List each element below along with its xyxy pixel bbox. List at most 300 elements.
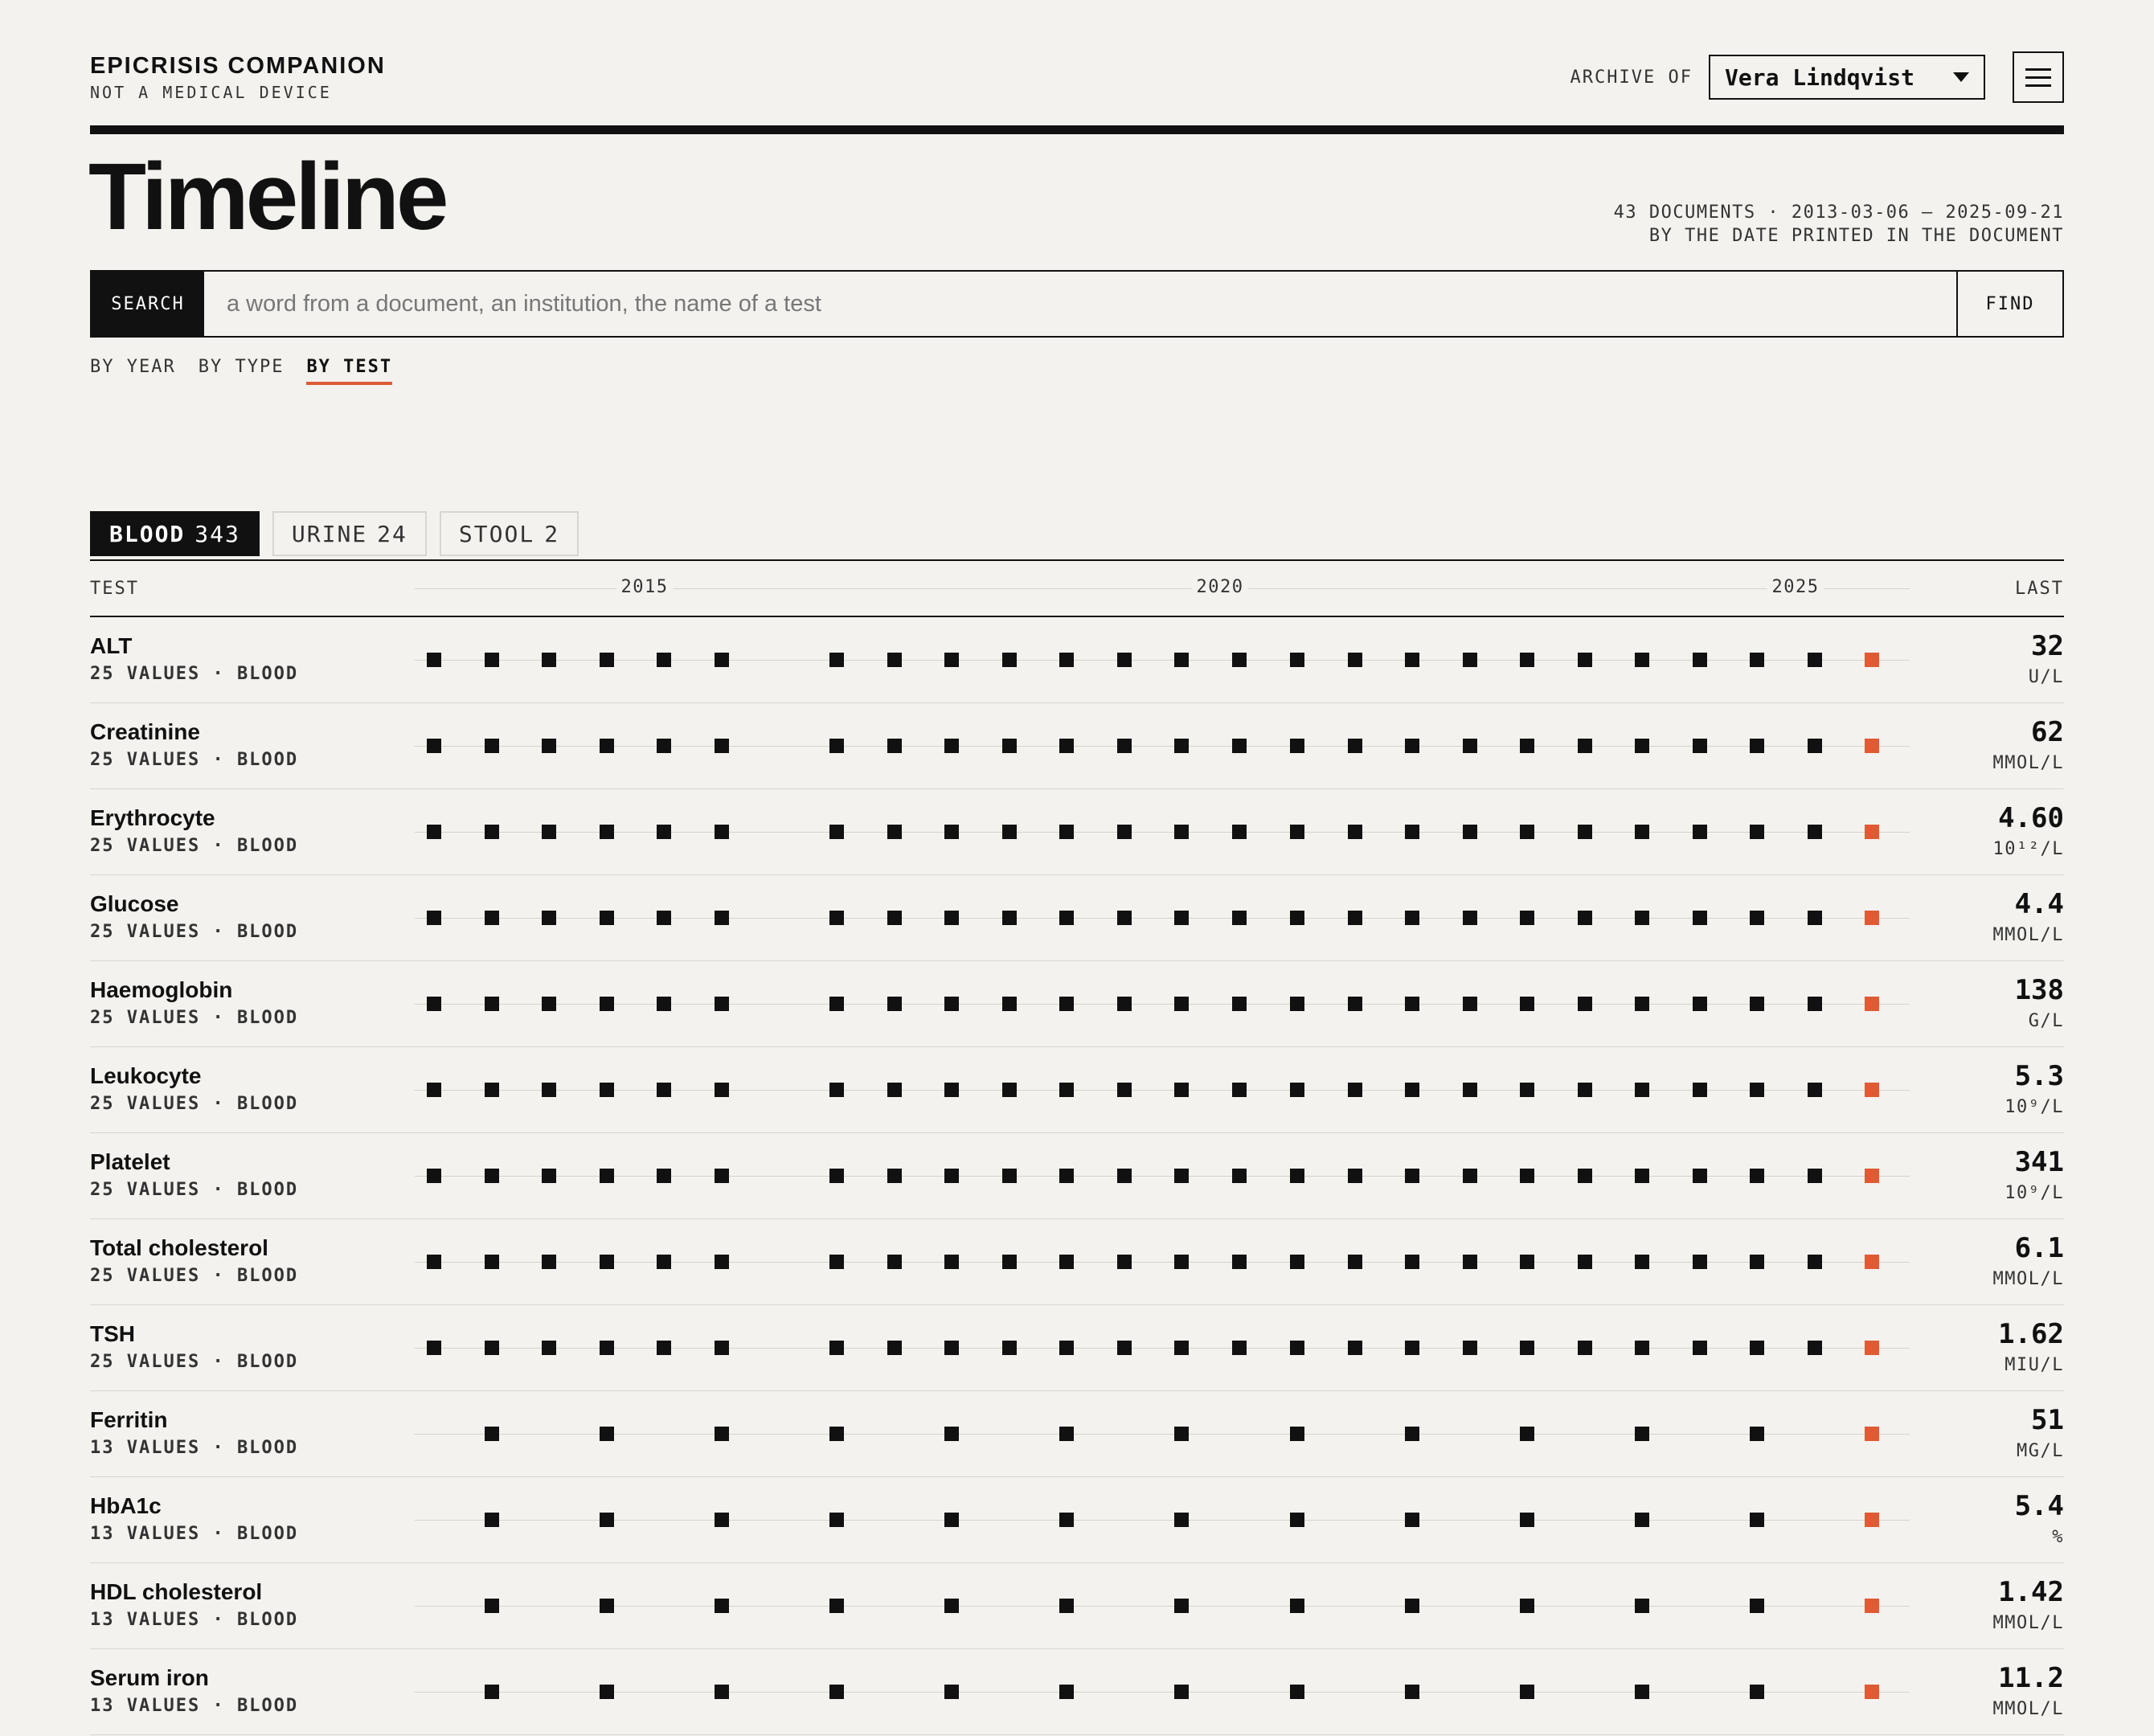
value-marker[interactable] [427,911,441,925]
value-marker[interactable] [542,1341,556,1355]
tab-urine[interactable] [272,511,427,556]
value-marker[interactable] [542,1169,556,1183]
value-marker[interactable] [485,1513,499,1527]
value-marker[interactable] [1808,1341,1822,1355]
value-marker[interactable] [829,911,844,925]
value-marker[interactable] [829,825,844,839]
value-marker[interactable] [542,1255,556,1269]
value-marker[interactable] [1059,1427,1074,1441]
value-marker[interactable] [600,653,614,667]
value-marker[interactable] [427,1341,441,1355]
value-marker[interactable] [1750,1599,1764,1613]
value-marker[interactable] [715,997,729,1011]
value-marker[interactable] [427,997,441,1011]
value-marker[interactable] [715,1169,729,1183]
latest-value-marker[interactable] [1865,1427,1879,1441]
latest-value-marker[interactable] [1865,739,1879,753]
value-marker[interactable] [1693,1083,1707,1097]
value-marker[interactable] [1348,825,1362,839]
value-marker[interactable] [887,653,902,667]
value-marker[interactable] [715,1341,729,1355]
value-marker[interactable] [715,1513,729,1527]
value-marker[interactable] [1290,1685,1304,1699]
view-tab-by-year[interactable]: BY YEAR [90,357,176,377]
value-marker[interactable] [1290,1255,1304,1269]
value-marker[interactable] [1635,1255,1649,1269]
table-row[interactable] [90,1047,2064,1133]
value-marker[interactable] [829,739,844,753]
value-marker[interactable] [1174,1341,1189,1355]
value-marker[interactable] [600,1427,614,1441]
value-marker[interactable] [1405,1255,1419,1269]
value-marker[interactable] [1348,1255,1362,1269]
value-marker[interactable] [1002,1169,1017,1183]
latest-value-marker[interactable] [1865,825,1879,839]
value-marker[interactable] [1750,997,1764,1011]
value-marker[interactable] [1232,1255,1247,1269]
value-marker[interactable] [1808,825,1822,839]
value-marker[interactable] [485,997,499,1011]
value-marker[interactable] [1174,653,1189,667]
value-marker[interactable] [1002,997,1017,1011]
value-marker[interactable] [542,997,556,1011]
value-marker[interactable] [1750,1427,1764,1441]
value-marker[interactable] [1520,825,1534,839]
view-tab-by-test[interactable]: BY TEST [306,357,392,385]
table-row[interactable] [90,1477,2064,1563]
value-marker[interactable] [715,825,729,839]
value-marker[interactable] [1348,1083,1362,1097]
hamburger-menu-icon[interactable] [2013,51,2064,103]
value-marker[interactable] [1693,1255,1707,1269]
value-marker[interactable] [542,653,556,667]
value-marker[interactable] [1348,1169,1362,1183]
value-marker[interactable] [944,1083,959,1097]
value-marker[interactable] [1059,1083,1074,1097]
table-row[interactable] [90,961,2064,1047]
value-marker[interactable] [1232,739,1247,753]
value-marker[interactable] [1174,739,1189,753]
value-marker[interactable] [1002,1341,1017,1355]
value-marker[interactable] [1520,911,1534,925]
value-marker[interactable] [1174,1255,1189,1269]
value-marker[interactable] [944,1513,959,1527]
value-marker[interactable] [1117,1083,1132,1097]
value-marker[interactable] [715,1083,729,1097]
value-marker[interactable] [1578,653,1592,667]
value-marker[interactable] [1405,1599,1419,1613]
value-marker[interactable] [1808,1169,1822,1183]
value-marker[interactable] [715,1599,729,1613]
table-row[interactable] [90,1563,2064,1649]
value-marker[interactable] [1174,1599,1189,1613]
value-marker[interactable] [829,1513,844,1527]
latest-value-marker[interactable] [1865,1599,1879,1613]
value-marker[interactable] [715,739,729,753]
table-row[interactable] [90,1133,2064,1219]
value-marker[interactable] [944,1255,959,1269]
value-marker[interactable] [1348,1341,1362,1355]
value-marker[interactable] [1405,1427,1419,1441]
value-marker[interactable] [1463,1169,1477,1183]
value-marker[interactable] [1405,997,1419,1011]
value-marker[interactable] [1693,739,1707,753]
value-marker[interactable] [1635,1513,1649,1527]
value-marker[interactable] [600,1685,614,1699]
value-marker[interactable] [1405,1341,1419,1355]
value-marker[interactable] [887,997,902,1011]
latest-value-marker[interactable] [1865,1255,1879,1269]
latest-value-marker[interactable] [1865,911,1879,925]
value-marker[interactable] [944,1685,959,1699]
value-marker[interactable] [887,1255,902,1269]
value-marker[interactable] [1290,1513,1304,1527]
value-marker[interactable] [829,1685,844,1699]
value-marker[interactable] [1520,1083,1534,1097]
value-marker[interactable] [600,1513,614,1527]
value-marker[interactable] [1520,1599,1534,1613]
value-marker[interactable] [1117,1169,1132,1183]
value-marker[interactable] [944,911,959,925]
value-marker[interactable] [1808,1255,1822,1269]
value-marker[interactable] [1463,653,1477,667]
value-marker[interactable] [1520,1255,1534,1269]
value-marker[interactable] [1117,911,1132,925]
value-marker[interactable] [1059,1169,1074,1183]
value-marker[interactable] [1117,739,1132,753]
value-marker[interactable] [887,1169,902,1183]
value-marker[interactable] [1059,1513,1074,1527]
value-marker[interactable] [1405,1685,1419,1699]
value-marker[interactable] [1059,1341,1074,1355]
table-row[interactable] [90,1391,2064,1477]
value-marker[interactable] [657,1083,671,1097]
value-marker[interactable] [427,739,441,753]
latest-value-marker[interactable] [1865,1169,1879,1183]
value-marker[interactable] [944,825,959,839]
value-marker[interactable] [1635,1599,1649,1613]
value-marker[interactable] [1578,1169,1592,1183]
value-marker[interactable] [1635,653,1649,667]
value-marker[interactable] [485,1599,499,1613]
value-marker[interactable] [1520,1427,1534,1441]
value-marker[interactable] [1348,739,1362,753]
value-marker[interactable] [715,1685,729,1699]
value-marker[interactable] [1578,739,1592,753]
value-marker[interactable] [887,911,902,925]
value-marker[interactable] [1232,1169,1247,1183]
latest-value-marker[interactable] [1865,1083,1879,1097]
value-marker[interactable] [944,1341,959,1355]
value-marker[interactable] [1290,997,1304,1011]
value-marker[interactable] [1750,653,1764,667]
table-row[interactable] [90,875,2064,961]
value-marker[interactable] [657,825,671,839]
value-marker[interactable] [887,1083,902,1097]
value-marker[interactable] [1290,1341,1304,1355]
value-marker[interactable] [1174,1513,1189,1527]
value-marker[interactable] [1578,911,1592,925]
value-marker[interactable] [1578,997,1592,1011]
value-marker[interactable] [1290,653,1304,667]
value-marker[interactable] [1405,825,1419,839]
value-marker[interactable] [1290,1599,1304,1613]
value-marker[interactable] [427,1255,441,1269]
value-marker[interactable] [542,1083,556,1097]
latest-value-marker[interactable] [1865,1341,1879,1355]
value-marker[interactable] [427,1083,441,1097]
value-marker[interactable] [1750,1169,1764,1183]
value-marker[interactable] [1174,1427,1189,1441]
value-marker[interactable] [542,911,556,925]
value-marker[interactable] [1693,825,1707,839]
value-marker[interactable] [1232,653,1247,667]
value-marker[interactable] [829,1427,844,1441]
value-marker[interactable] [657,1341,671,1355]
value-marker[interactable] [1002,1083,1017,1097]
value-marker[interactable] [427,653,441,667]
value-marker[interactable] [1463,1341,1477,1355]
value-marker[interactable] [1635,1427,1649,1441]
value-marker[interactable] [1002,825,1017,839]
value-marker[interactable] [1059,911,1074,925]
table-row[interactable] [90,703,2064,789]
value-marker[interactable] [715,911,729,925]
value-marker[interactable] [1002,1255,1017,1269]
value-marker[interactable] [1117,825,1132,839]
value-marker[interactable] [829,1599,844,1613]
value-marker[interactable] [1174,1685,1189,1699]
value-marker[interactable] [1808,1083,1822,1097]
value-marker[interactable] [485,1083,499,1097]
value-marker[interactable] [1348,997,1362,1011]
value-marker[interactable] [1635,825,1649,839]
value-marker[interactable] [485,1341,499,1355]
find-button[interactable]: FIND [1956,272,2062,336]
value-marker[interactable] [829,1169,844,1183]
value-marker[interactable] [542,825,556,839]
value-marker[interactable] [542,739,556,753]
value-marker[interactable] [485,1685,499,1699]
value-marker[interactable] [1693,997,1707,1011]
value-marker[interactable] [1693,1169,1707,1183]
value-marker[interactable] [715,653,729,667]
value-marker[interactable] [1750,1685,1764,1699]
value-marker[interactable] [944,653,959,667]
value-marker[interactable] [485,1255,499,1269]
value-marker[interactable] [1693,1341,1707,1355]
value-marker[interactable] [1174,825,1189,839]
value-marker[interactable] [1693,653,1707,667]
value-marker[interactable] [1174,997,1189,1011]
value-marker[interactable] [1635,911,1649,925]
table-row[interactable] [90,789,2064,875]
value-marker[interactable] [1290,911,1304,925]
value-marker[interactable] [600,911,614,925]
value-marker[interactable] [485,1427,499,1441]
value-marker[interactable] [1290,739,1304,753]
value-marker[interactable] [829,653,844,667]
value-marker[interactable] [1059,1599,1074,1613]
value-marker[interactable] [1463,1083,1477,1097]
latest-value-marker[interactable] [1865,653,1879,667]
value-marker[interactable] [1578,1255,1592,1269]
value-marker[interactable] [715,1427,729,1441]
value-marker[interactable] [1290,1427,1304,1441]
value-marker[interactable] [657,911,671,925]
value-marker[interactable] [1232,825,1247,839]
value-marker[interactable] [600,1599,614,1613]
value-marker[interactable] [1808,653,1822,667]
value-marker[interactable] [1290,1169,1304,1183]
value-marker[interactable] [1693,911,1707,925]
value-marker[interactable] [600,1083,614,1097]
value-marker[interactable] [485,825,499,839]
value-marker[interactable] [1290,825,1304,839]
table-row[interactable] [90,1219,2064,1305]
value-marker[interactable] [1174,1169,1189,1183]
value-marker[interactable] [657,997,671,1011]
value-marker[interactable] [1059,997,1074,1011]
value-marker[interactable] [1290,1083,1304,1097]
value-marker[interactable] [1520,653,1534,667]
value-marker[interactable] [829,1255,844,1269]
value-marker[interactable] [600,739,614,753]
value-marker[interactable] [657,739,671,753]
table-row[interactable] [90,1649,2064,1735]
value-marker[interactable] [1059,653,1074,667]
value-marker[interactable] [1750,825,1764,839]
value-marker[interactable] [1002,653,1017,667]
value-marker[interactable] [600,1169,614,1183]
value-marker[interactable] [829,997,844,1011]
value-marker[interactable] [1578,1341,1592,1355]
patient-select[interactable] [1709,55,1985,100]
value-marker[interactable] [657,1255,671,1269]
value-marker[interactable] [1405,1513,1419,1527]
view-tab-by-type[interactable]: BY TYPE [198,357,285,377]
value-marker[interactable] [1750,739,1764,753]
value-marker[interactable] [1232,911,1247,925]
value-marker[interactable] [1635,997,1649,1011]
value-marker[interactable] [657,1169,671,1183]
value-marker[interactable] [1463,997,1477,1011]
value-marker[interactable] [1463,739,1477,753]
value-marker[interactable] [887,825,902,839]
value-marker[interactable] [1232,1083,1247,1097]
value-marker[interactable] [829,1341,844,1355]
value-marker[interactable] [1635,1083,1649,1097]
value-marker[interactable] [944,997,959,1011]
value-marker[interactable] [657,653,671,667]
value-marker[interactable] [944,1169,959,1183]
value-marker[interactable] [1750,1255,1764,1269]
value-marker[interactable] [600,1341,614,1355]
value-marker[interactable] [600,825,614,839]
value-marker[interactable] [1635,1341,1649,1355]
value-marker[interactable] [1520,1169,1534,1183]
value-marker[interactable] [1117,653,1132,667]
value-marker[interactable] [944,739,959,753]
value-marker[interactable] [485,1169,499,1183]
value-marker[interactable] [1405,739,1419,753]
value-marker[interactable] [1463,825,1477,839]
value-marker[interactable] [1405,653,1419,667]
value-marker[interactable] [1405,1083,1419,1097]
value-marker[interactable] [1463,1255,1477,1269]
value-marker[interactable] [1808,997,1822,1011]
value-marker[interactable] [1750,1513,1764,1527]
value-marker[interactable] [1174,1083,1189,1097]
value-marker[interactable] [1578,825,1592,839]
table-row[interactable] [90,1305,2064,1391]
value-marker[interactable] [1520,1685,1534,1699]
value-marker[interactable] [1808,739,1822,753]
value-marker[interactable] [1405,911,1419,925]
value-marker[interactable] [485,911,499,925]
value-marker[interactable] [887,1341,902,1355]
value-marker[interactable] [1635,739,1649,753]
value-marker[interactable] [600,1255,614,1269]
value-marker[interactable] [1520,739,1534,753]
value-marker[interactable] [427,1169,441,1183]
value-marker[interactable] [829,1083,844,1097]
value-marker[interactable] [1002,739,1017,753]
value-marker[interactable] [600,997,614,1011]
value-marker[interactable] [1520,997,1534,1011]
value-marker[interactable] [1635,1169,1649,1183]
value-marker[interactable] [1520,1513,1534,1527]
value-marker[interactable] [1348,911,1362,925]
tab-stool[interactable] [440,511,579,556]
value-marker[interactable] [427,825,441,839]
latest-value-marker[interactable] [1865,1513,1879,1527]
search-input[interactable] [204,272,1956,336]
value-marker[interactable] [1117,1255,1132,1269]
value-marker[interactable] [1059,825,1074,839]
value-marker[interactable] [715,1255,729,1269]
value-marker[interactable] [1635,1685,1649,1699]
value-marker[interactable] [1808,911,1822,925]
value-marker[interactable] [1578,1083,1592,1097]
latest-value-marker[interactable] [1865,1685,1879,1699]
value-marker[interactable] [1117,1341,1132,1355]
value-marker[interactable] [1405,1169,1419,1183]
value-marker[interactable] [1750,1083,1764,1097]
value-marker[interactable] [1463,911,1477,925]
value-marker[interactable] [944,1427,959,1441]
tab-blood[interactable] [90,511,260,556]
table-row[interactable] [90,617,2064,703]
value-marker[interactable] [1750,1341,1764,1355]
value-marker[interactable] [1059,739,1074,753]
value-marker[interactable] [1174,911,1189,925]
value-marker[interactable] [1059,1685,1074,1699]
value-marker[interactable] [1002,911,1017,925]
value-marker[interactable] [485,653,499,667]
value-marker[interactable] [1232,997,1247,1011]
latest-value-marker[interactable] [1865,997,1879,1011]
value-marker[interactable] [1059,1255,1074,1269]
value-marker[interactable] [485,739,499,753]
value-marker[interactable] [887,739,902,753]
value-marker[interactable] [1520,1341,1534,1355]
value-marker[interactable] [1348,653,1362,667]
value-marker[interactable] [944,1599,959,1613]
value-marker[interactable] [1232,1341,1247,1355]
value-marker[interactable] [1750,911,1764,925]
value-marker[interactable] [1117,997,1132,1011]
